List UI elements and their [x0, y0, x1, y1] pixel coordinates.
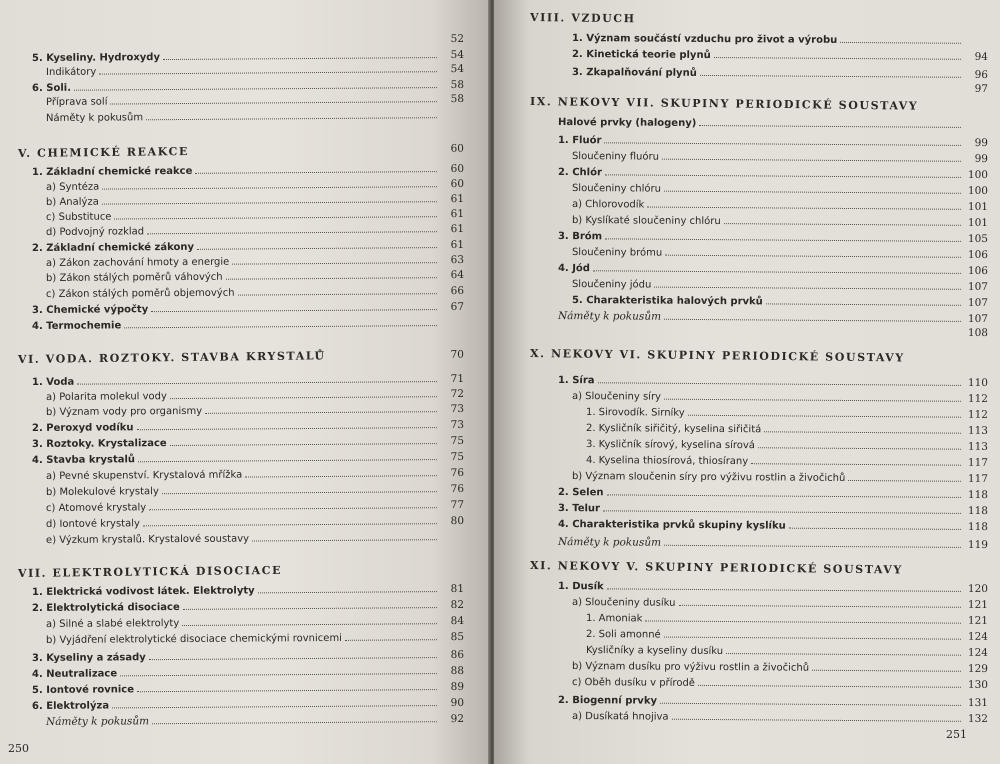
toc-entry: [572, 78, 988, 97]
toc-page-number: 108: [967, 326, 989, 340]
toc-entry-label: 3. Zkapalňování plynů: [571, 67, 697, 79]
toc-entry-label: Sloučeniny fluóru: [571, 151, 660, 163]
toc-leader-dots: [605, 226, 961, 242]
toc-leader-dots: [162, 479, 437, 494]
toc-leader-dots: [662, 147, 961, 162]
toc-leader-dots: [726, 641, 961, 656]
toc-page-number: 132: [967, 712, 989, 725]
toc-entry-label: b) Molekulové krystaly: [45, 486, 159, 498]
toc-spacer: [636, 22, 964, 26]
toc-leader-dots: [74, 75, 437, 91]
toc-page-number: 61: [450, 238, 465, 251]
toc-page-number: 97: [974, 82, 989, 95]
toc-page-number: 84: [450, 614, 465, 628]
toc-entry-label: 3. Bróm: [557, 231, 603, 243]
toc-page-number: 73: [450, 402, 465, 416]
toc-entry-label: 3. Roztoky. Krystalizace: [31, 438, 167, 450]
toc-page-number: 124: [967, 646, 989, 659]
toc-page-number: 60: [450, 142, 465, 155]
toc-leader-dots: [149, 495, 437, 510]
toc-page-number: 113: [967, 440, 989, 453]
toc-page-number: 94: [974, 50, 989, 63]
toc-leader-dots: [598, 370, 962, 386]
toc-leader-dots: [664, 533, 961, 548]
toc-leader-dots: [205, 399, 437, 414]
toc-leader-dots: [136, 415, 437, 430]
toc-entry-label: 1. Fluór: [557, 135, 602, 147]
toc-page-number: 85: [450, 630, 465, 644]
toc-entry-label: a) Sloučeniny dusíku: [571, 597, 676, 609]
toc-leader-dots: [152, 709, 437, 724]
toc-leader-dots: [232, 250, 437, 264]
toc-page-number: 58: [450, 78, 465, 91]
toc-entry-label: b) Vyjádření elektrolytické disociace chemickými rovnicemi: [45, 632, 342, 646]
toc-entry-label: 3. Kysličník sírový, kyselina sírová: [585, 439, 756, 452]
toc-page-number: 88: [450, 664, 465, 677]
toc-leader-dots: [812, 658, 961, 672]
toc-page-number: 112: [967, 392, 989, 405]
toc-leader-dots: [665, 243, 961, 258]
toc-page-number: 99: [974, 136, 989, 150]
toc-entry-label: 2. Soli amonné: [585, 629, 661, 641]
toc-page-number: 120: [967, 582, 989, 596]
toc-leader-dots: [603, 498, 961, 514]
toc-spacer: [189, 152, 440, 155]
toc-entry-label: d) Iontové krystaly: [45, 518, 140, 530]
toc-page-number: 75: [450, 434, 465, 447]
toc-page-number: 52: [450, 32, 465, 45]
toc-page-number: 81: [450, 582, 465, 595]
toc-entry-label: 4. Jód: [557, 263, 591, 275]
toc-leader-dots: [237, 281, 437, 295]
toc-entry-label: VI. VODA. ROZTOKY. STAVBA KRYSTALŮ: [17, 349, 326, 366]
toc-page-number: 118: [967, 504, 989, 518]
toc-entry-label: 2. Biogenní prvky: [557, 695, 658, 707]
toc-spacer: [558, 333, 964, 336]
toc-leader-dots: [99, 59, 437, 74]
toc-leader-dots: [163, 45, 437, 60]
toc-page-number: 107: [967, 280, 989, 293]
toc-entry: [46, 527, 464, 546]
toc-page-number: 89: [450, 680, 465, 693]
toc-leader-dots: [138, 447, 437, 462]
toc-page-number: 67: [450, 300, 465, 313]
toc-leader-dots: [607, 482, 962, 498]
toc-page-number: 75: [450, 450, 465, 463]
toc-leader-dots: [607, 576, 961, 592]
toc-leader-dots: [664, 307, 961, 322]
toc-page-number: 82: [450, 598, 465, 611]
toc-entry-label: VIII. VZDUCH: [529, 11, 636, 26]
toc-page-number: 80: [450, 514, 465, 528]
toc-leader-dots: [112, 693, 437, 708]
toc-leader-dots: [124, 313, 437, 328]
toc-entry-label: 2. Kinetická teorie plynů: [571, 49, 711, 61]
toc-leader-dots: [700, 63, 961, 78]
toc-leader-dots: [605, 162, 961, 178]
toc-entry-label: b) Zákon stálých poměrů váhových: [45, 271, 223, 284]
toc-spacer: [282, 572, 440, 574]
toc-entry-label: 6. Soli.: [31, 82, 72, 94]
toc-page-number: 105: [967, 232, 989, 246]
toc-entry-label: b) Analýza: [45, 196, 99, 208]
toc-page-number: 130: [967, 678, 989, 691]
toc-entry-label: 5. Kyseliny. Hydroxydy: [31, 52, 161, 64]
toc-page-number: 106: [967, 264, 989, 278]
toc-leader-dots: [110, 89, 437, 104]
toc-page-number: 101: [967, 200, 989, 213]
toc-entry-label: 4. Termochemie: [31, 320, 122, 332]
toc-page-number: 86: [450, 648, 465, 661]
toc-entry-label: a) Zákon zachování hmoty a energie: [45, 256, 230, 269]
toc-leader-dots: [170, 384, 437, 399]
toc-entry-label: 5. Iontové rovnice: [31, 684, 135, 696]
toc-entry-label: Sloučeniny jódu: [571, 279, 652, 291]
toc-page-number: 100: [967, 168, 989, 182]
toc-leader-dots: [645, 608, 961, 623]
toc-entry-label: 3. Kyseliny a zásady: [31, 652, 146, 664]
toc-entry-label: 1. Síra: [557, 375, 595, 387]
toc-entry-label: Sloučeniny chlóru: [571, 183, 661, 195]
toc-entry: [46, 105, 464, 124]
toc-leader-dots: [766, 291, 961, 305]
toc-page-number: 106: [967, 248, 989, 261]
toc-leader-dots: [647, 195, 961, 210]
left-toc: [0, 0, 490, 764]
toc-entry-label: c) Substituce: [45, 211, 112, 223]
toc-leader-dots: [593, 258, 961, 274]
toc-leader-dots: [114, 204, 437, 219]
toc-entry-label: a) Chlorovodík: [571, 199, 645, 211]
toc-page-number: 54: [450, 48, 465, 61]
toc-page-number: 72: [450, 387, 465, 401]
toc-leader-dots: [182, 611, 437, 626]
toc-page-number: 71: [450, 372, 465, 385]
toc-leader-dots: [751, 451, 961, 466]
toc-page-number: 61: [450, 207, 465, 221]
toc-entry-label: d) Podvojný rozklad: [45, 226, 145, 238]
toc-leader-dots: [660, 691, 961, 706]
toc-spacer: [905, 361, 964, 362]
toc-entry-label: a) Pevné skupenství. Krystalová mřížka: [45, 469, 243, 482]
toc-entry-label: Příprava solí: [45, 96, 108, 108]
toc-spacer: [326, 358, 440, 359]
toc-entry-label: 2. Elektrolytická disociace: [31, 601, 180, 614]
toc-leader-dots: [226, 265, 437, 280]
toc-entry-label: 4. Charakteristika prvků skupiny kyslíku: [557, 519, 786, 532]
toc-entry-label: 2. Základní chemické zákony: [31, 241, 195, 254]
toc-entry: [572, 706, 988, 725]
toc-leader-dots: [102, 174, 437, 189]
toc-entry-label: c) Oběh dusíku v přírodě: [571, 677, 696, 689]
toc-leader-dots: [147, 219, 437, 234]
toc-entry: [558, 322, 988, 341]
toc-entry-label: c) Atomové krystaly: [45, 502, 147, 514]
toc-page-number: 73: [450, 418, 465, 431]
toc-entry-label: 1. Význam součástí vzduchu pro život a výrobu: [571, 33, 838, 46]
toc-entry: [46, 627, 464, 646]
toc-entry-label: a) Polarita molekul vody: [45, 391, 167, 403]
toc-entry-label: c) Zákon stálých poměrů objemových: [45, 287, 235, 300]
toc-page-number: 119: [967, 538, 989, 552]
toc-entry-label: 1. Elektrická vodivost látek. Elektrolyty: [31, 585, 255, 598]
toc-leader-dots: [698, 673, 961, 688]
toc-leader-dots: [848, 468, 961, 482]
toc-page-number: 58: [450, 92, 465, 106]
toc-entry-label: 2. Peroxyd vodíku: [31, 422, 134, 434]
toc-page-number: 118: [967, 488, 989, 502]
toc-spacer: [903, 573, 964, 574]
toc-entry-label: Kysličníky a kyseliny dusíku: [585, 645, 724, 657]
toc-page-number: 90: [450, 696, 465, 709]
toc-entry-label: 3. Chemické výpočty: [31, 304, 149, 316]
toc-page-number: 63: [450, 253, 465, 267]
toc-entry-label: e) Výzkum krystalů. Krystalové soustavy: [45, 533, 250, 546]
toc-entry: [558, 112, 988, 131]
toc-page-number: 64: [450, 268, 465, 282]
toc-leader-dots: [183, 595, 437, 610]
toc-entry-label: V. CHEMICKÉ REAKCE: [17, 144, 189, 160]
toc-chapter-heading: [530, 346, 988, 367]
toc-entry-label: 6. Elektrolýza: [31, 700, 110, 712]
toc-entry-label: 2. Chlór: [557, 167, 602, 179]
toc-page-number: 99: [974, 152, 989, 165]
toc-entry: [572, 44, 988, 63]
toc-leader-dots: [120, 661, 437, 676]
toc-leader-dots: [688, 403, 961, 418]
toc-page-number: 118: [967, 520, 989, 534]
toc-leader-dots: [151, 297, 437, 312]
toc-leader-dots: [102, 189, 437, 204]
toc-page-number: 117: [967, 472, 989, 485]
toc-entry: [46, 709, 464, 728]
toc-leader-dots: [143, 511, 437, 526]
toc-page-number: 131: [967, 696, 989, 710]
toc-leader-dots: [840, 30, 961, 44]
toc-entry-label: 1. Základní chemické reakce: [31, 165, 193, 178]
toc-page-number: 112: [967, 408, 989, 421]
toc-entry-label: 2. Selen: [557, 487, 604, 499]
toc-entry-label: Halové prvky (halogeny): [557, 117, 697, 129]
toc-page-number: 61: [450, 192, 465, 206]
toc-page-number: 101: [967, 216, 989, 229]
toc-entry-label: 5. Charakteristika halových prvků: [571, 295, 763, 308]
toc-entry-label: 1. Amoniak: [585, 613, 643, 625]
toc-leader-dots: [77, 369, 437, 385]
toc-entry-label: a) Sloučeniny síry: [571, 391, 662, 403]
toc-chapter-heading: [18, 347, 464, 368]
right-page: [494, 0, 1000, 764]
toc-entry-label: 4. Stavba krystalů: [31, 454, 136, 466]
toc-spacer: [918, 110, 964, 111]
toc-entry-label: a) Dusíkatá hnojiva: [571, 711, 669, 723]
toc-page-number: 107: [967, 296, 989, 309]
toc-leader-dots: [149, 645, 437, 660]
toc-entry: [572, 672, 988, 691]
toc-entry-label: 1. Voda: [31, 376, 75, 388]
toc-page-number: 121: [967, 614, 989, 627]
toc-page-number: 129: [967, 662, 989, 675]
toc-entry-label: a) Syntéza: [45, 181, 100, 193]
toc-page-number: 77: [450, 498, 465, 512]
toc-leader-dots: [664, 179, 961, 194]
toc-page-number: 92: [450, 712, 465, 726]
toc-leader-dots: [170, 431, 437, 446]
toc-leader-dots: [714, 45, 961, 60]
toc-entry-label: 2. Kysličník siřičitý, kyselina siřičitá: [585, 423, 762, 436]
toc-page-number: 121: [967, 598, 989, 611]
toc-entry-label: 4. Neutralizace: [31, 668, 118, 680]
toc-entry-label: 1. Sirovodík. Sirníky: [585, 407, 685, 419]
toc-spacer: [572, 89, 964, 92]
toc-entry-label: Náměty k pokusům: [45, 112, 144, 124]
toc-page-number: 117: [967, 456, 989, 469]
toc-leader-dots: [604, 130, 961, 146]
toc-entry-label: X. NEKOVY VI. SKUPINY PERIODICKÉ SOUSTAVY: [529, 347, 905, 365]
toc-leader-dots: [146, 105, 437, 120]
right-page-number: 251: [946, 728, 967, 741]
toc-entry-label: b) Význam vody pro organismy: [45, 405, 203, 418]
toc-page-number: 96: [974, 68, 989, 81]
toc-leader-dots: [195, 159, 437, 174]
toc-entry-label: Náměty k pokusům: [557, 310, 662, 323]
toc-page-number: 113: [967, 424, 989, 437]
toc-leader-dots: [664, 625, 961, 640]
toc-page-number: 60: [450, 162, 465, 175]
toc-page-number: 70: [450, 348, 465, 361]
toc-entry-label: XI. NEKOVY V. SKUPINY PERIODICKÉ SOUSTAVY: [529, 559, 903, 577]
toc-page-number: 110: [967, 376, 989, 390]
toc-page-number: 76: [450, 466, 465, 480]
toc-entry-label: b) Význam dusíku pro výživu rostlin a živočichů: [571, 661, 810, 674]
toc-entry-label: IX. NEKOVY VII. SKUPINY PERIODICKÉ SOUSTAVY: [529, 95, 919, 113]
toc-page-number: 124: [967, 630, 989, 643]
toc-entry-label: Náměty k pokusům: [557, 536, 662, 549]
toc-entry: [32, 313, 464, 332]
toc-entry-label: 3. Telur: [557, 503, 601, 515]
toc-page-number: 54: [450, 62, 465, 76]
right-toc: [494, 0, 1000, 764]
toc-leader-dots: [252, 527, 437, 541]
toc-leader-dots: [654, 275, 961, 290]
toc-page-number: 107: [967, 312, 989, 326]
toc-leader-dots: [345, 627, 437, 641]
toc-entry-label: b) Význam sloučenin síry pro výživu rostlin a živočichů: [571, 471, 846, 484]
toc-leader-dots: [664, 387, 961, 402]
toc-leader-dots: [699, 113, 961, 128]
toc-leader-dots: [672, 707, 961, 722]
toc-entry: [558, 514, 988, 533]
toc-leader-dots: [758, 435, 961, 449]
toc-entry-label: b) Kyslíkaté sloučeniny chlóru: [571, 215, 721, 228]
toc-entry-label: a) Silné a slabé elektrolyty: [45, 618, 180, 630]
toc-entry-label: VII. ELEKTROLYTICKÁ DISOCIACE: [17, 563, 283, 580]
toc-entry-label: Indikátory: [45, 66, 97, 78]
toc-page-number: 66: [450, 284, 465, 298]
toc-page-number: 76: [450, 482, 465, 496]
toc-entry: [558, 532, 988, 551]
toc-entry-label: Sloučeniny brómu: [571, 247, 663, 259]
toc-entry-label: Náměty k pokusům: [45, 715, 150, 728]
toc-page-number: 60: [450, 177, 465, 191]
toc-leader-dots: [258, 579, 437, 593]
toc-leader-dots: [724, 211, 961, 226]
toc-leader-dots: [789, 516, 961, 530]
left-page-number: 250: [8, 742, 29, 755]
toc-leader-dots: [197, 235, 437, 250]
toc-entry-label: 4. Kyselina thiosírová, thiosírany: [585, 455, 749, 468]
toc-leader-dots: [137, 677, 437, 692]
toc-page-number: 61: [450, 222, 465, 236]
toc-page-number: 100: [967, 184, 989, 197]
toc-leader-dots: [245, 463, 437, 477]
toc-entry-label: 1. Dusík: [557, 581, 604, 593]
toc-leader-dots: [764, 419, 961, 433]
toc-leader-dots: [678, 593, 961, 608]
left-page: [0, 0, 490, 764]
